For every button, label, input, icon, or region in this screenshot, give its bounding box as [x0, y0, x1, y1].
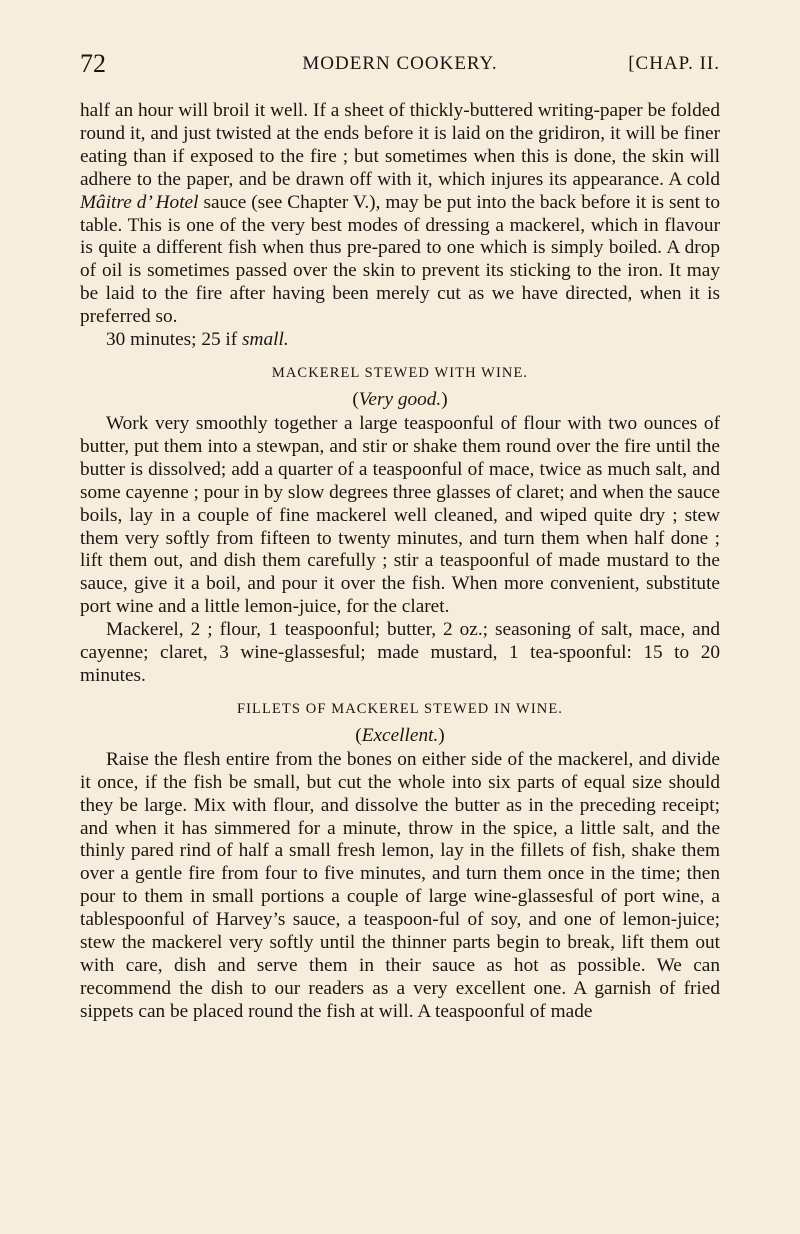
recipe-rating-excellent: (Excellent.): [355, 724, 445, 746]
page-header: [80, 48, 720, 80]
intro-text-part-2: sauce (see Chapter V.), may be put into the back before it is sent to table. This is one of the very best modes of dressing a mackerel, which in flavour is quite a different fish when thus pre-pared to one which is simply boiled. A drop of oil is sometimes passed over the skin to prevent its sticking to the iron. It may be laid to the fire after having been merely cut as we have directed, when it is preferred so.: [80, 191, 720, 328]
recipe-instructions-mackerel-stewed-with-wine: Work very smoothly together a large teaspoonful of flour with two ounces of butter, put them into a stewpan, and stir or shake them round over the fire until the butter is dissolved; add a quarter of a teaspoonful of mace, twice as much salt, and some cayenne ; pour in by slow degrees three glasses of claret; and when the sauce boils, lay in a couple of fine mackerel well cleaned, and wiped quite dry ; stew them very softly from fifteen to twenty minutes, and turn them when half done ; lift them out, and dish them carefully ; stir a teaspoonful of made mustard to the sauce, give it a boil, and pour it over the fish. When more convenient, substitute port wine and a little lemon-juice, for the claret.: [80, 412, 720, 618]
sauce-name: Mâitre d’ Hotel: [80, 191, 199, 213]
recipe-rating-very-good: (Very good.): [352, 388, 448, 410]
chapter-reference: [CHAP. II.: [628, 53, 720, 74]
rating-text: Excellent.: [361, 724, 439, 746]
recipe-instructions-fillets-of-mackerel: Raise the flesh entire from the bones on either side of the mackerel, and divide it once, if the fish be small, but cut the whole into six parts of equal size should they be large. Mix with flour, and dissolve the butter as in the preceding receipt; and when it has simmered for a minute, throw in the spice, a little salt, and the thinly pared rind of half a small fresh lemon, lay in the fillets of fish, shake them over a gentle fire from four to five minutes, and turn them once in the time; then pour to them in small portions a couple of large wine-glassesful of port wine, a tablespoonful of Harvey’s sauce, a teaspoon-ful of soy, and one of lemon-juice; stew the mackerel very softly until the thinner parts begin to break, lift them out with care, dish and serve them in their sauce as hot as possible. We can recommend the dish to our readers as a very excellent one. A garnish of fried sippets can be placed round the fish at will. A teaspoonful of made: [80, 748, 720, 1022]
recipe-ingredients-mackerel-stewed-with-wine: Mackerel, 2 ; flour, 1 teaspoonful; butter, 2 oz.; seasoning of salt, mace, and cayenne; claret, 3 wine-glassesful; made mustard, 1 tea-spoonful: 15 to 20 minutes.: [80, 619, 720, 686]
intro-paragraph: [80, 100, 720, 329]
page-number: 72: [80, 49, 106, 78]
recipe-heading-fillets-of-mackerel: FILLETS OF MACKEREL STEWED IN WINE.: [236, 700, 564, 717]
page-body: [80, 100, 720, 1024]
cooking-time-text: 30 minutes; 25 if: [106, 329, 243, 351]
intro-text-part-1: half an hour will broil it well. If a sheet of thickly-buttered writing-paper be folded round it, and just twisted at the ends before it is laid on the gridiron, it will be finer eating than if exposed to the fire ; but sometimes when this is done, the skin will adhere to the paper, and be drawn off with it, which injures its appearance. A cold: [80, 100, 720, 190]
intro-cooking-time: [80, 329, 720, 352]
cooking-time-note: small.: [242, 329, 289, 351]
running-title: MODERN COOKERY.: [302, 53, 498, 74]
recipe-heading-mackerel-stewed-with-wine: MACKEREL STEWED WITH WINE.: [271, 364, 529, 381]
rating-text: Very good.: [358, 388, 442, 410]
